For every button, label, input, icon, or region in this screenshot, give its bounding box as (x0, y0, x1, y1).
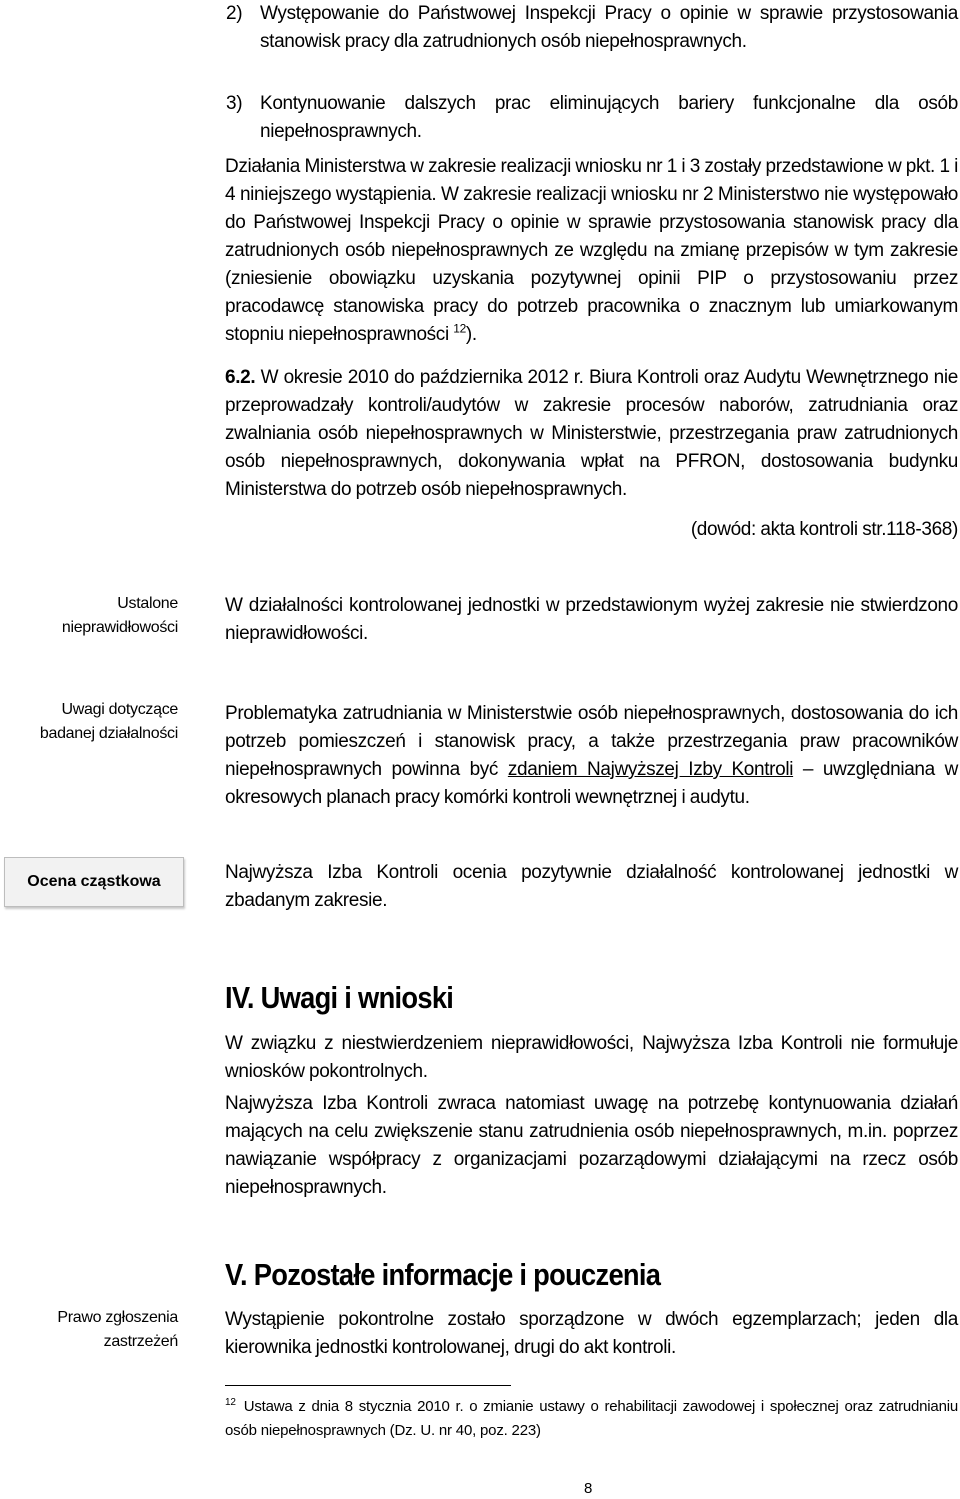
page-number: 8 (584, 1480, 593, 1497)
ocena-cząstkowa-box: Ocena cząstkowa (4, 857, 184, 907)
section-4-para-1: W związku z niestwierdzeniem nieprawidłowości, Najwyższa Izba Kontroli nie formułuje wniosków pokontrolnych. (225, 1033, 958, 1082)
paragraph-text: Działania Ministerstwa w zakresie realizacji wniosku nr 1 i 3 zostały przedstawione w pkt. 1 i 4 niniejszego wystąpienia. W zakresie realizacji wniosku nr 2 Ministerstwo nie występowało do Państwowej Inspekcji Pracy o opinie w sprawie przystosowania stanowisk pracy dla zatrudnionych osób niepełnosprawnych ze względu na zmianę przepisów w tym zakresie (zniesienie obowiązku uzyskania pozytywnej opinii PIP o przystosowaniu przez pracodawcę stanowiska pracy do potrzeb pracownika o znacznym lub umiarkowanym stopniu niepełnosprawności (225, 156, 958, 345)
side-label-uwagi: Uwagi dotyczące badanej działalności (39, 701, 178, 742)
section-4-heading: IV. Uwagi i wnioski (225, 980, 454, 1015)
paragraph-text-end: ). (465, 324, 477, 345)
section-number: 6.2. (225, 367, 256, 388)
ustalone-text: W działalności kontrolowanej jednostki w przedstawionym wyżej zakresie nie stwierdzono nieprawidłowości. (225, 595, 958, 644)
list-text: Występowanie do Państwowej Inspekcji Pracy o opinie w sprawie przystosowania stanowisk pracy dla zatrudnionych osób niepełnosprawnych. (260, 3, 958, 52)
section-6-2 (225, 364, 958, 504)
uwagi-text-underlined: zdaniem Najwyższej Izby Kontroli (507, 759, 794, 780)
section-5-heading: V. Pozostałe informacje i pouczenia (225, 1257, 661, 1292)
footnote (225, 1395, 958, 1443)
list-number: 2) (226, 3, 243, 24)
list-item-3 (226, 90, 958, 146)
paragraph-realizacja-wnioskow (225, 153, 958, 349)
side-label-prawo: Prawo zgłoszenia zastrzeżeń (57, 1309, 178, 1350)
side-label-ustalone: Ustalone nieprawidłowości (61, 595, 178, 636)
footnote-text: Ustawa z dnia 8 stycznia 2010 r. o zmianie ustawy o rehabilitacji zawodowej i społecznej oraz zatrudnianiu osób niepełnosprawnych (Dz. U. nr 40, poz. 223) (225, 1398, 958, 1439)
list-item-2 (226, 0, 958, 56)
uwagi-text (225, 700, 958, 812)
section-text: W okresie 2010 do października 2012 r. Biura Kontroli oraz Audytu Wewnętrznego nie przeprowadzały kontroli/audytów w zakresie procesów naborów, zatrudniania oraz zwalniania osób niepełnosprawnych w Ministerstwie, przestrzegania praw zatrudnionych osób niepełnosprawnych, dokonywania wpłat na PFRON, dostosowania budynku Ministerstwa do potrzeb osób niepełnosprawnych. (225, 367, 958, 500)
section-4-para-2: Najwyższa Izba Kontroli zwraca natomiast uwagę na potrzebę kontynuowania działań mających na celu zwiększenie stanu zatrudnienia osób niepełnosprawnych, m.in. poprzez nawiązanie współpracy z organizacjami pozarządowymi działającymi na rzecz osób niepełnosprawnych. (225, 1093, 958, 1198)
footnote-divider (225, 1385, 511, 1386)
ocena-text: Najwyższa Izba Kontroli ocenia pozytywnie działalność kontrolowanej jednostki w zbadanym zakresie. (225, 862, 958, 911)
list-text: Kontynuowanie dalszych prac eliminujących bariery funkcjonalne dla osób niepełnosprawnych. (260, 93, 958, 142)
list-number: 3) (226, 93, 243, 114)
evidence-reference: (dowód: akta kontroli str.118-368) (690, 519, 958, 540)
section-5-text: Wystąpienie pokontrolne zostało sporządzone w dwóch egzemplarzach; jeden dla kierownika jednostki kontrolowanej, drugi do akt kontroli. (225, 1309, 958, 1358)
footnote-reference: 12 (453, 321, 466, 336)
uwagi-text-a: Problematyka zatrudniania w Ministerstwie osób niepełnosprawnych, dostosowania do ich potrzeb pomieszczeń i stanowisk pracy, a także przestrzegania praw pracowników niepełnosprawnych powinna być (225, 703, 958, 780)
footnote-number: 12 (225, 1397, 236, 1408)
uwagi-text-b: – uwzględniana w okresowych planach pracy komórki kontroli wewnętrznej i audytu. (225, 759, 958, 808)
